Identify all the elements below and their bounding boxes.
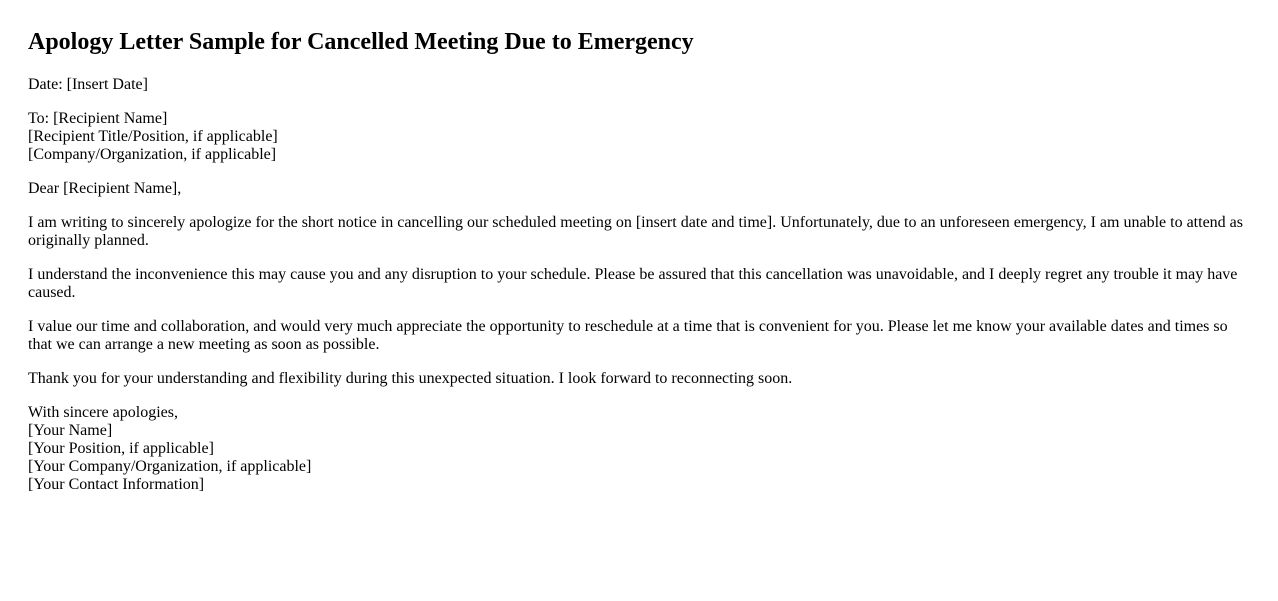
- sender-contact: [Your Contact Information]: [28, 476, 205, 493]
- recipient-name: To: [Recipient Name]: [28, 110, 168, 127]
- recipient-title: [Recipient Title/Position, if applicable]: [28, 128, 278, 145]
- body-paragraph-4: Thank you for your understanding and flexibility during this unexpected situation. I look forward to reconnecting soon.: [28, 370, 793, 387]
- closing-block: [28, 404, 1250, 494]
- sender-company: [Your Company/Organization, if applicable]: [28, 458, 312, 475]
- body-paragraph-3: I value our time and collaboration, and would very much appreciate the opportunity to reschedule at a time that is convenient for you. Please let me know your available dates and times so that we can arrange a new meeting as soon as possible.: [28, 318, 1228, 353]
- body-paragraph-2: I understand the inconvenience this may cause you and any disruption to your schedule. Please be assured that this cancellation was unavoidable, and I deeply regret any trouble it may have caused.: [28, 266, 1238, 301]
- closing-signoff: With sincere apologies,: [28, 404, 178, 421]
- recipient-organization: [Company/Organization, if applicable]: [28, 146, 277, 163]
- sender-position: [Your Position, if applicable]: [28, 440, 214, 457]
- sender-name: [Your Name]: [28, 422, 113, 439]
- body-paragraph-1: I am writing to sincerely apologize for the short notice in cancelling our scheduled meeting on [insert date and time]. Unfortunately, due to an unforeseen emergency, I am unable to attend as originally planned.: [28, 214, 1243, 249]
- page-title: Apology Letter Sample for Cancelled Meeting Due to Emergency: [28, 29, 694, 55]
- recipient-block: [28, 110, 1250, 164]
- salutation: Dear [Recipient Name],: [28, 180, 182, 197]
- date-line: Date: [Insert Date]: [28, 76, 148, 93]
